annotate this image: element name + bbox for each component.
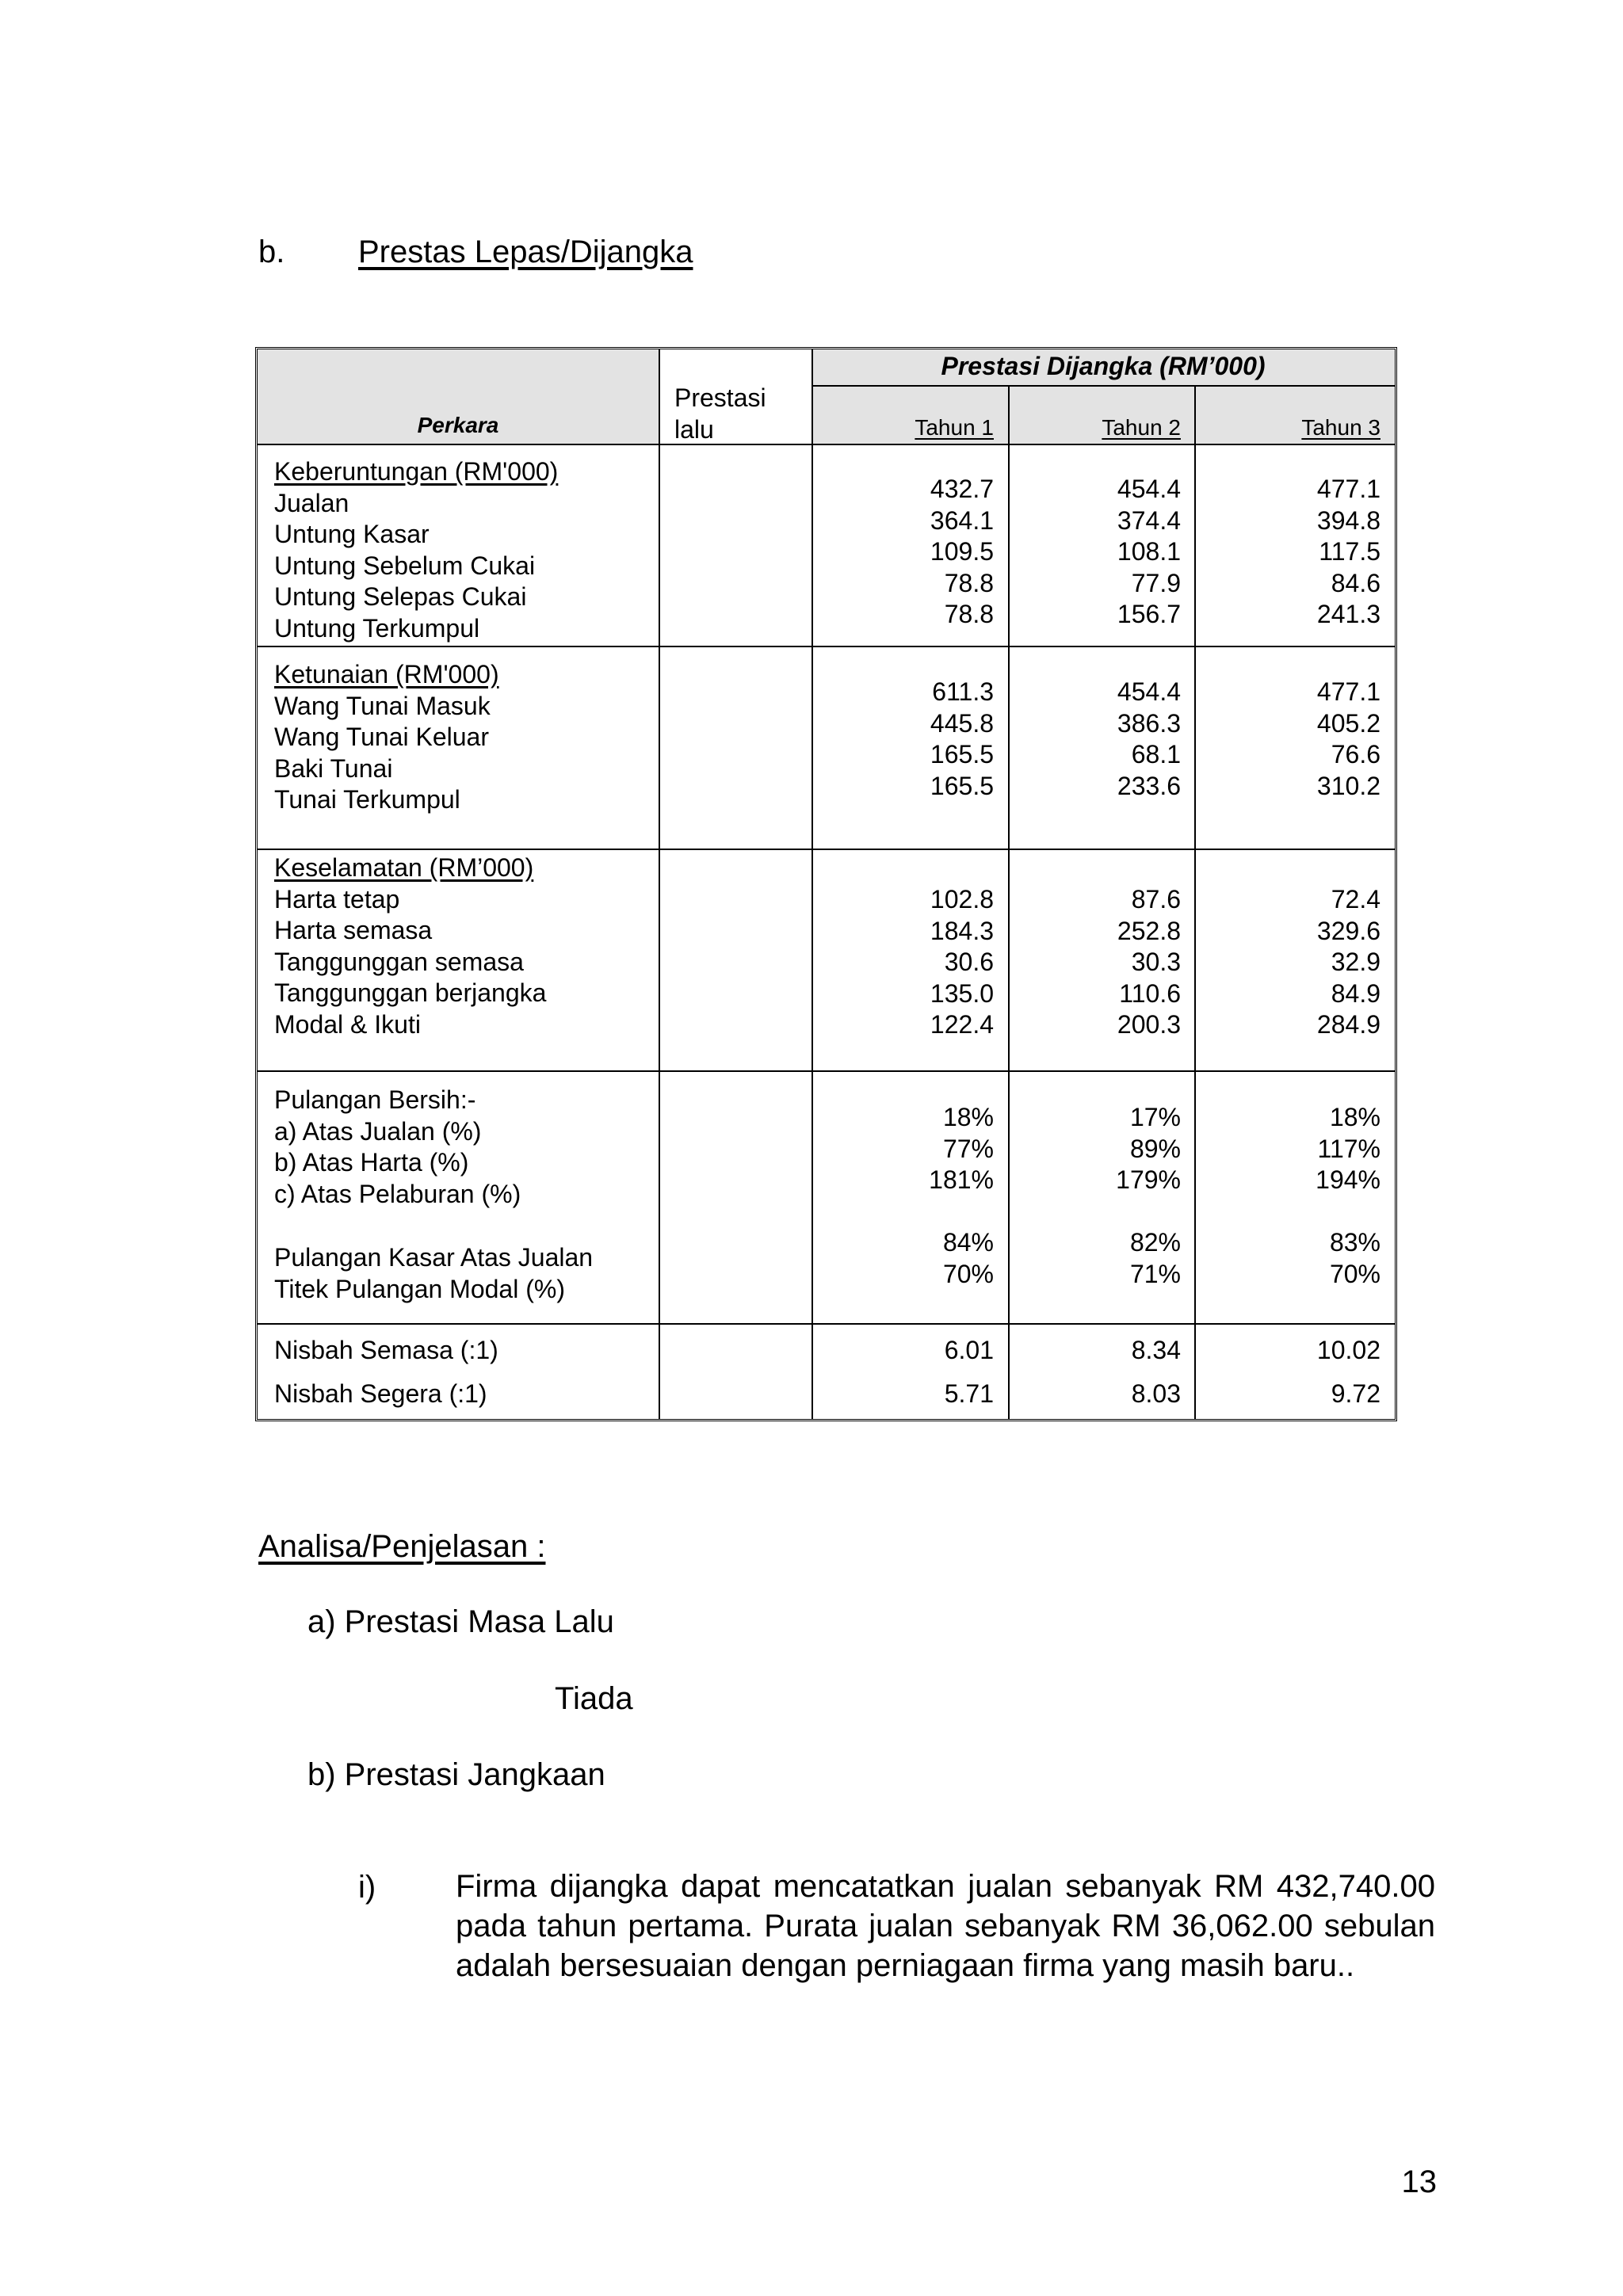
row-label: Untung Sebelum Cukai (274, 551, 536, 580)
header-projected: Prestasi Dijangka (RM’000) (941, 352, 1266, 380)
group-returns-labels (274, 1085, 521, 1210)
row-label: Untung Terkumpul (274, 613, 480, 643)
past-performance-item: a) Prestasi Masa Lalu (307, 1604, 614, 1639)
row-label: Wang Tunai Masuk (274, 691, 491, 720)
header-year-1: Tahun 1 (915, 415, 994, 440)
analysis-heading: Analisa/Penjelasan : (258, 1529, 546, 1564)
value-cell: 10.02 (1316, 1336, 1381, 1364)
group-profitability-year-3: 477.1 394.8 117.5 84.6 241.3 (1316, 475, 1381, 629)
row-label: Titek Pulangan Modal (%) (274, 1274, 565, 1303)
row-label: Untung Selepas Cukai (274, 582, 527, 612)
group-solvency-year-3: 72.4 329.6 32.9 84.9 284.9 (1316, 885, 1381, 1039)
group-profitability-year-1: 432.7 364.1 109.5 78.8 78.8 (930, 475, 994, 629)
group-liquidity-year-2: 454.4 386.3 68.1 233.6 (1117, 677, 1181, 800)
header-year-2: Tahun 2 (1102, 415, 1181, 440)
group-solvency-labels (274, 852, 546, 1041)
row-divider (258, 646, 1395, 647)
col-divider (659, 349, 660, 1419)
row-label: Tanggunggan berjangka (274, 978, 547, 1008)
row-label: Baki Tunai (274, 753, 393, 783)
row-label: a) Atas Jualan (%) (274, 1116, 482, 1146)
section-title: Prestas Lepas/Dijangka (358, 235, 693, 269)
value-cell: 8.34 (1131, 1336, 1181, 1364)
row-divider (258, 444, 1395, 445)
group-returns-year-2: 17% 89% 179% 82% 71% (1116, 1103, 1181, 1288)
past-performance-value: Tiada (555, 1681, 633, 1716)
header-item: Perkara (417, 413, 499, 437)
group-liquidity-year-1: 611.3 445.8 165.5 165.5 (930, 677, 994, 800)
row-label: b) Atas Harta (%) (274, 1148, 469, 1177)
value-cell: 9.72 (1331, 1379, 1381, 1408)
value-cell: 5.71 (944, 1379, 994, 1408)
group-returns-year-1: 18% 77% 181% 84% 70% (929, 1103, 994, 1288)
group-profitability-year-2: 454.4 374.4 108.1 77.9 156.7 (1117, 475, 1181, 629)
row-label: Modal & Ikuti (274, 1009, 421, 1039)
section-letter: b. (258, 235, 285, 269)
row-divider (258, 1070, 1395, 1072)
header-year-3: Tahun 3 (1301, 415, 1381, 440)
expected-performance-item: b) Prestasi Jangkaan (307, 1757, 605, 1792)
group-liquidity-labels (274, 659, 499, 816)
group-returns-labels-2 (274, 1242, 593, 1305)
group-title: Pulangan Bersih:- (274, 1085, 476, 1114)
row-divider (258, 849, 1395, 850)
row-label: Untung Kasar (274, 520, 430, 549)
group-title: Ketunaian (RM'000) (274, 660, 499, 688)
row-label: Nisbah Semasa (:1) (274, 1336, 498, 1364)
point-marker: i) (358, 1870, 376, 1905)
point-paragraph: Firma dijangka dapat mencatatkan jualan sebanyak RM 432,740.00 pada tahun pertama. Purata jualan sebanyak RM 36,062.00 sebulan adalah bersesuaian dengan perniagaan firma yang masih baru.. (456, 1869, 1435, 1983)
group-solvency-year-2: 87.6 252.8 30.3 110.6 200.3 (1117, 885, 1181, 1039)
group-title: Keberuntungan (RM'000) (274, 457, 559, 486)
row-divider (812, 385, 1395, 387)
group-profitability-labels (274, 456, 558, 645)
row-label: Tanggunggan semasa (274, 947, 524, 976)
row-label: Wang Tunai Keluar (274, 723, 489, 752)
row-label: Pulangan Kasar Atas Jualan (274, 1243, 594, 1272)
group-liquidity-year-3: 477.1 405.2 76.6 310.2 (1316, 677, 1381, 800)
row-label: Harta tetap (274, 884, 400, 913)
value-cell: 6.01 (944, 1336, 994, 1364)
row-divider (258, 1323, 1395, 1325)
row-label: Nisbah Segera (:1) (274, 1379, 487, 1408)
group-solvency-year-1: 102.8 184.3 30.6 135.0 122.4 (930, 885, 994, 1039)
row-label: Tunai Terkumpul (274, 785, 460, 814)
header-past: Prestasi lalu (674, 383, 766, 444)
performance-table (255, 347, 1397, 1421)
group-returns-year-3: 18% 117% 194% 83% 70% (1316, 1103, 1381, 1288)
row-label: c) Atas Pelaburan (%) (274, 1179, 521, 1208)
row-label: Harta semasa (274, 916, 433, 945)
value-cell: 8.03 (1131, 1379, 1181, 1408)
page-number: 13 (1401, 2164, 1437, 2199)
row-label: Jualan (274, 488, 349, 517)
group-title: Keselamatan (RM’000) (274, 853, 534, 882)
